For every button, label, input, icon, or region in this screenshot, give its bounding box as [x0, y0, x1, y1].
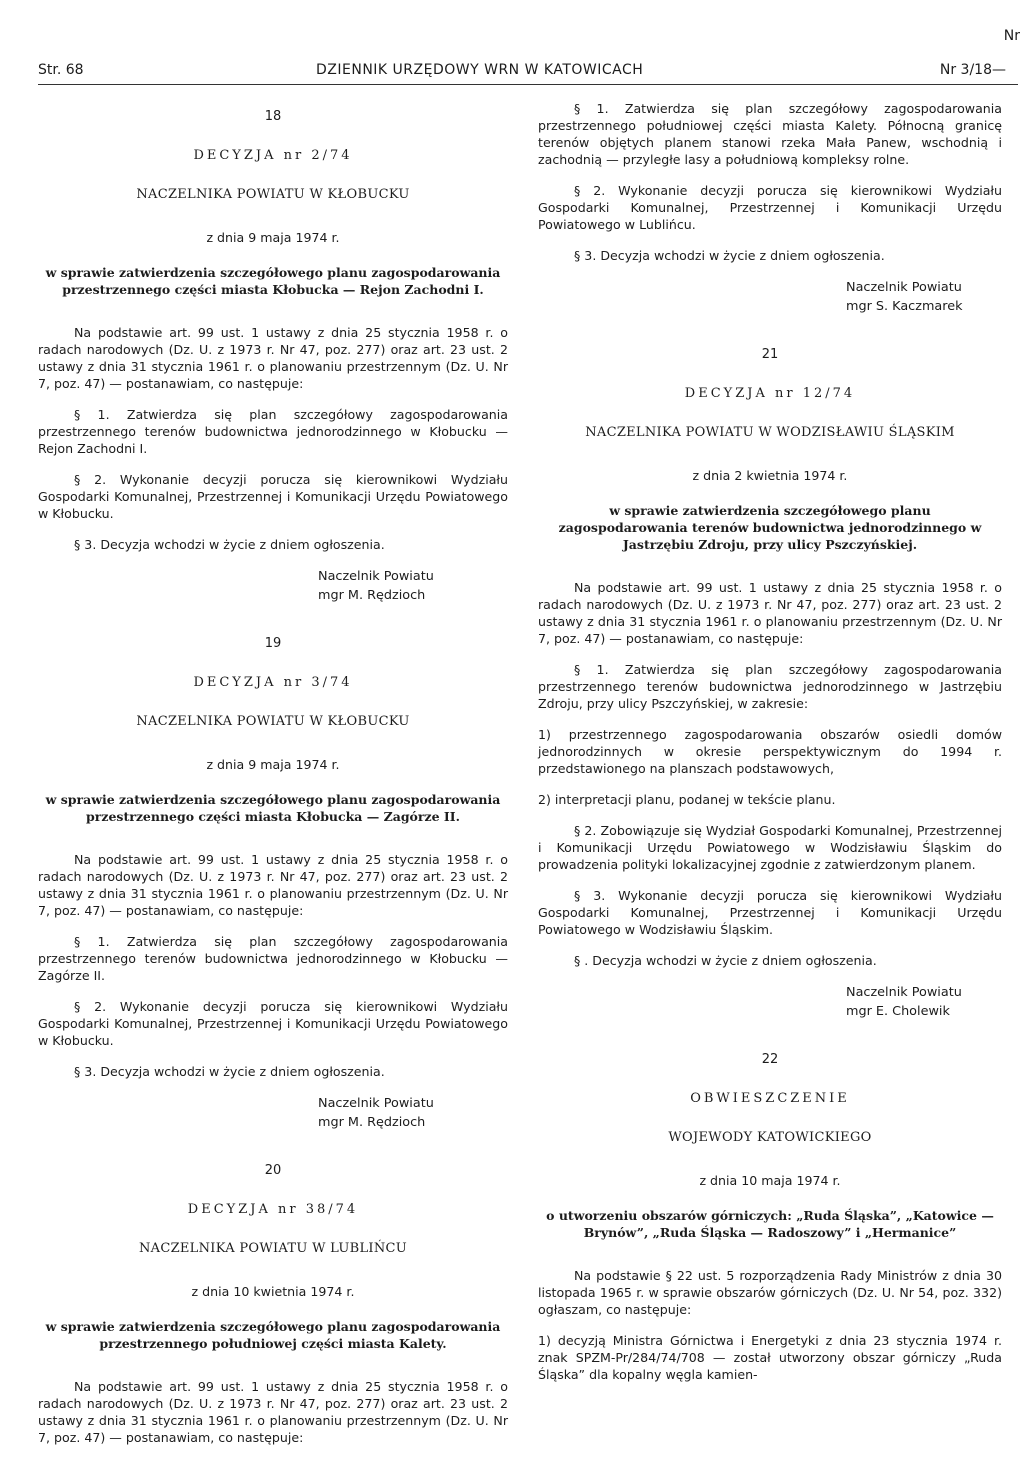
decision-subject: w sprawie zatwierdzenia szczegółowego planu zagospodarowania terenów budownictwa jednorodzinnego w Jastrzębiu Zdroju, przy ulicy Pszczyńskiej.: [558, 503, 982, 552]
decision-paragraph: Na podstawie art. 99 ust. 1 ustawy z dnia 25 stycznia 1958 r. o radach narodowych (Dz. U. z 1973 r. Nr 47, poz. 277) oraz art. 23 ust. 2 ustawy z dnia 31 stycznia 1961 r. o planowaniu przestrzennym (Dz. U. Nr 7, poz. 47) — postanawiam, co następuje:: [38, 852, 508, 918]
decision-paragraph: § 3. Decyzja wchodzi w życie z dniem ogłoszenia.: [74, 1064, 385, 1079]
item-number: 18: [264, 109, 282, 124]
decision-21: [538, 346, 1002, 1021]
decision-paragraph: Na podstawie art. 99 ust. 1 ustawy z dnia 25 stycznia 1958 r. o radach narodowych (Dz. U. z 1973 r. Nr 47, poz. 277) oraz art. 23 ust. 2 ustawy z dnia 31 stycznia 1961 r. o planowaniu przestrzennym (Dz. U. Nr 7, poz. 47) — postanawiam, co następuje:: [38, 325, 508, 391]
list-item: 1) decyzją Ministra Górnictwa i Energetyki z dnia 23 stycznia 1974 r. znak SPZM-Pr/284/74/708 — został utworzony obszar górniczy „Ruda Śląska” dla kopalny węgla kamien-: [538, 1333, 1002, 1382]
decision-subject: w sprawie zatwierdzenia szczegółowego planu zagospodarowania przestrzennego części miasta Kłobucka — Rejon Zachodni I.: [45, 265, 501, 297]
signature-name: mgr M. Rędzioch: [318, 1115, 426, 1130]
decision-title: DECYZJA nr 2/74: [193, 148, 353, 163]
notice-paragraph: Na podstawie § 22 ust. 5 rozporządzenia Rady Ministrów z dnia 30 listopada 1965 r. w sprawie obszarów górniczych (Dz. U. Nr 54, poz. 332) ogłaszam, co następuje:: [538, 1268, 1002, 1317]
decision-paragraph: § 1. Zatwierdza się plan szczegółowy zagospodarowania przestrzennego terenów budownictwa jednorodzinnego w Kłobucku — Rejon Zachodni I.: [38, 407, 508, 456]
decision-paragraph: § . Decyzja wchodzi w życie z dniem ogłoszenia.: [574, 953, 877, 968]
decision-title: DECYZJA nr 12/74: [684, 386, 856, 401]
decision-date: z dnia 9 maja 1974 r.: [206, 757, 340, 772]
decision-paragraph: § 2. Wykonanie decyzji porucza się kierownikowi Wydziału Gospodarki Komunalnej, Przestrzennej i Komunikacji Urzędu Powiatowego w Kłobucku.: [38, 472, 508, 521]
decision-authority: NACZELNIKA POWIATU W LUBLIŃCU: [138, 1241, 408, 1256]
decision-20-continuation: [538, 100, 1002, 316]
decision-paragraph: § 3. Decyzja wchodzi w życie z dniem ogłoszenia.: [574, 248, 885, 263]
signature-block: [318, 567, 508, 605]
signature-block: [318, 1094, 508, 1132]
decision-19: [38, 635, 508, 1132]
decision-paragraph: § 3. Wykonanie decyzji porucza się kierownikowi Wydziału Gospodarki Komunalnej, Przestrzennej i Komunikacji Urzędu Powiatowego w Wodzisławiu Śląskim.: [538, 888, 1002, 937]
notice-title: OBWIESZCZENIE: [690, 1091, 850, 1106]
decision-title: DECYZJA nr 3/74: [193, 675, 353, 690]
decision-paragraph: Na podstawie art. 99 ust. 1 ustawy z dnia 25 stycznia 1958 r. o radach narodowych (Dz. U. z 1973 r. Nr 47, poz. 277) oraz art. 23 ust. 2 ustawy z dnia 31 stycznia 1961 r. o planowaniu przestrzennym (Dz. U. Nr 7, poz. 47) — postanawiam, co następuje:: [538, 580, 1002, 646]
decision-subject: w sprawie zatwierdzenia szczegółowego planu zagospodarowania przestrzennego części miasta Kłobucka — Zagórze II.: [45, 792, 501, 824]
item-number: 21: [761, 347, 779, 362]
decision-date: z dnia 9 maja 1974 r.: [206, 230, 340, 245]
list-item: 2) interpretacji planu, podanej w tekście planu.: [538, 792, 836, 807]
signature-block: [846, 983, 1002, 1021]
signature-title: Naczelnik Powiatu: [318, 569, 434, 584]
decision-date: z dnia 10 kwietnia 1974 r.: [191, 1284, 355, 1299]
decision-title: DECYZJA nr 38/74: [187, 1202, 359, 1217]
decision-paragraph: § 1. Zatwierdza się plan szczegółowy zagospodarowania przestrzennego terenów budownictwa jednorodzinnego w Kłobucku — Zagórze II.: [38, 934, 508, 983]
decision-paragraph: Na podstawie art. 99 ust. 1 ustawy z dnia 25 stycznia 1958 r. o radach narodowych (Dz. U. z 1973 r. Nr 47, poz. 277) oraz art. 23 ust. 2 ustawy z dnia 31 stycznia 1961 r. o planowaniu przestrzennym (Dz. U. Nr 7, poz. 47) — postanawiam, co następuje:: [38, 1379, 508, 1445]
decision-authority: NACZELNIKA POWIATU W WODZISŁAWIU ŚLĄSKIM: [585, 425, 955, 440]
signature-title: Naczelnik Powiatu: [846, 985, 962, 1000]
notice-22: [538, 1051, 1002, 1383]
decision-paragraph: § 1. Zatwierdza się plan szczegółowy zagospodarowania przestrzennego południowej części miasta Kalety. Północną granicę terenów objętych planem stanowi rzeka Mała Panew, wschodnią i zachodnią — przyległe lasy a południową kompleksy rolne.: [538, 101, 1002, 167]
decision-paragraph: § 2. Zobowiązuje się Wydział Gospodarki Komunalnej, Przestrzennej i Komunikacji Urzędu Powiatowego w Wodzisławiu Śląskim do prowadzenia polityki lokalizacyjnej zgodnie z zatwierdzonym planem.: [538, 823, 1002, 872]
notice-authority: WOJEWODY KATOWICKIEGO: [668, 1130, 872, 1145]
signature-name: mgr S. Kaczmarek: [846, 299, 963, 314]
signature-block: [846, 278, 1002, 316]
decision-authority: NACZELNIKA POWIATU W KŁOBUCKU: [136, 714, 410, 729]
signature-title: Naczelnik Powiatu: [318, 1096, 434, 1111]
decision-date: z dnia 2 kwietnia 1974 r.: [692, 468, 848, 483]
right-column: [538, 100, 1002, 1397]
page-header: [38, 62, 1006, 84]
journal-title: DZIENNIK URZĘDOWY WRN W KATOWICACH: [316, 62, 644, 78]
decision-paragraph: § 2. Wykonanie decyzji porucza się kierownikowi Wydziału Gospodarki Komunalnej, Przestrzennej i Komunikacji Urzędu Powiatowego w Lublińcu.: [538, 183, 1002, 232]
notice-subject: o utworzeniu obszarów górniczych: „Ruda Śląska”, „Katowice — Brynów”, „Ruda Śląska — Radoszowy” i „Hermanice”: [546, 1208, 994, 1240]
left-column: [38, 100, 508, 1460]
issue-number: Nr 3/18—: [939, 62, 1006, 78]
decision-authority: NACZELNIKA POWIATU W KŁOBUCKU: [136, 187, 410, 202]
signature-name: mgr M. Rędzioch: [318, 588, 426, 603]
signature-name: mgr E. Cholewik: [846, 1004, 950, 1019]
list-item: 1) przestrzennego zagospodarowania obszarów osiedli domów jednorodzinnych w okresie perspektywicznym do 1994 r. przedstawionego na planszach podstawowych,: [538, 727, 1002, 776]
decision-18: [38, 108, 508, 605]
signature-title: Naczelnik Powiatu: [846, 280, 962, 295]
item-number: 19: [264, 636, 282, 651]
item-number: 22: [761, 1052, 779, 1067]
item-number: 20: [264, 1163, 282, 1178]
decision-paragraph: § 2. Wykonanie decyzji porucza się kierownikowi Wydziału Gospodarki Komunalnej, Przestrzennej i Komunikacji Urzędu Powiatowego w Kłobucku.: [38, 999, 508, 1048]
decision-subject: w sprawie zatwierdzenia szczegółowego planu zagospodarowania przestrzennego południowej części miasta Kalety.: [45, 1319, 501, 1351]
decision-20: [38, 1162, 508, 1446]
header-rule: [38, 84, 1018, 85]
decision-paragraph: § 3. Decyzja wchodzi w życie z dniem ogłoszenia.: [74, 537, 385, 552]
decision-paragraph: § 1. Zatwierdza się plan szczegółowy zagospodarowania przestrzennego terenów budownictwa jednorodzinnego w Jastrzębiu Zdroju, przy ulicy Pszczyńskiej, w zakresie:: [538, 662, 1002, 711]
page-number: Str. 68: [38, 62, 84, 78]
notice-date: z dnia 10 maja 1974 r.: [699, 1173, 841, 1188]
corner-issue-number: Nr: [1003, 28, 1020, 44]
